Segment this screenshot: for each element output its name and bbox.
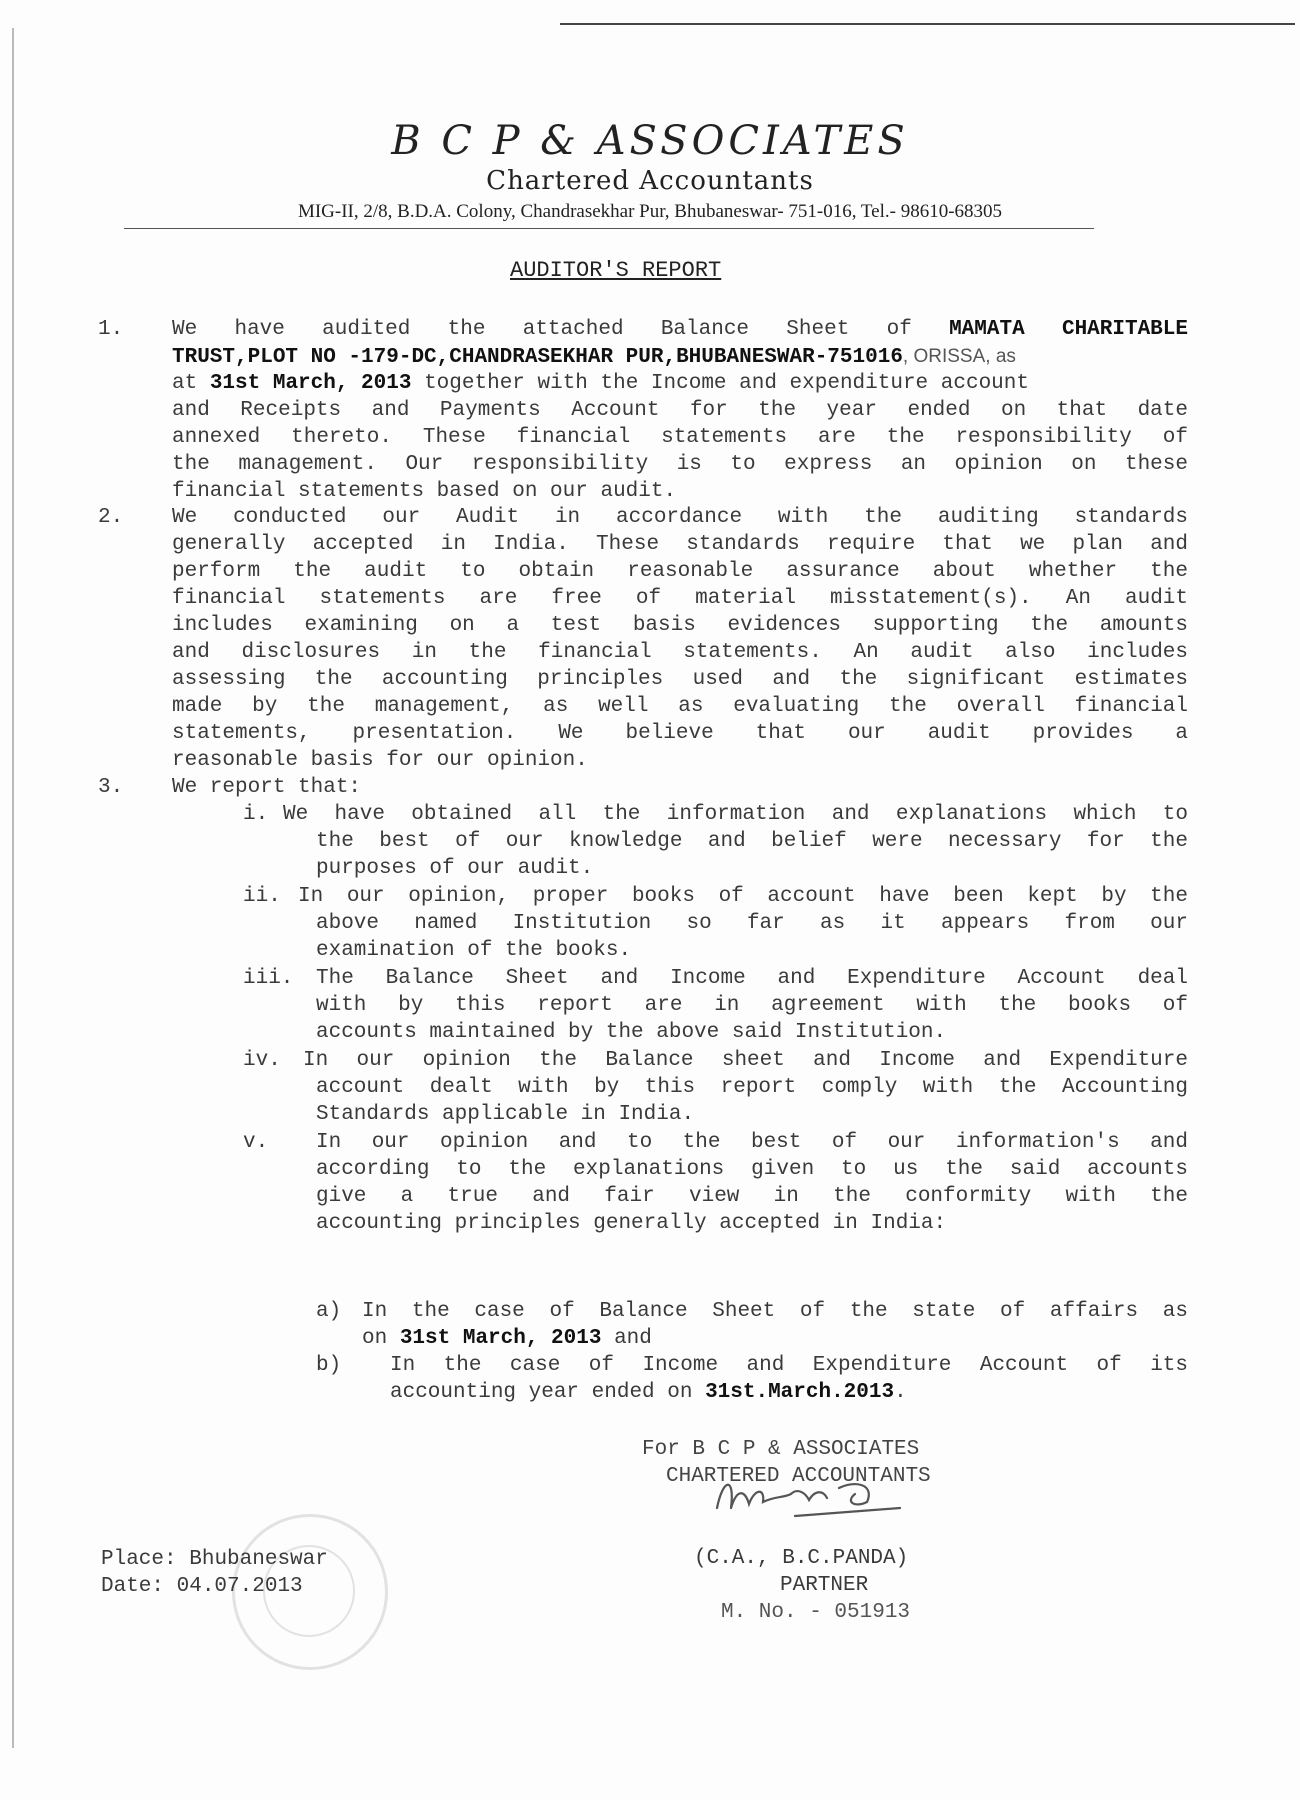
sub-line [390,1379,907,1406]
para1-line-3 [172,370,1029,397]
item-line: account dealt with by this report comply with the Accounting [316,1076,1188,1099]
para-number: 2. [98,506,124,529]
date-value: 04.07.2013 [176,1575,303,1598]
item-label: iv. [243,1049,281,1072]
item-line: purposes of our audit. [316,857,594,880]
item-label: iii. [243,967,294,990]
sub-text: . [894,1381,907,1404]
para1-line-7: financial statements based on our audit. [172,480,677,503]
item-label: v. [243,1131,269,1154]
firm-type: Chartered Accountants [486,166,814,196]
para2-line: generally accepted in India. These standards require that we plan and [172,533,1188,556]
period-date: 31st March, 2013 [399,1327,602,1350]
sub-text: and [614,1327,652,1350]
entity-address: TRUST,PLOT NO -179-DC,CHANDRASEKHAR PUR,BHUBANESWAR-751016 [172,346,903,369]
item-line: accounting principles generally accepted in India: [316,1212,947,1235]
period-date: 31st March, 2013 [209,372,412,395]
item-line: In our opinion and to the best of our information's and [316,1131,1188,1154]
item-label: ii. [243,885,281,908]
signature [705,1468,915,1528]
report-title: AUDITOR'S REPORT [510,258,722,283]
para1-line-5: annexed thereto. These financial statements are the responsibility of [172,426,1188,449]
para2-line: reasonable basis for our opinion. [172,749,588,772]
para1-line-4: and Receipts and Payments Account for the year ended on that date [172,399,1188,422]
sub-text: on [362,1327,388,1350]
item-line: In our opinion the Balance sheet and Income and Expenditure [303,1049,1188,1072]
firm-designation: CHARTERED ACCOUNTANTS [666,1465,931,1488]
address-rule [124,228,1094,229]
para1-text: together with the Income and expenditure account [424,372,1029,395]
para3-intro: We report that: [172,776,362,799]
item-line: In our opinion, proper books of account have been kept by the [298,885,1188,908]
left-margin-rule [12,28,14,1748]
item-line: accounts maintained by the above said Institution. [316,1021,947,1044]
para1-line-6: the management. Our responsibility is to express an opinion on these [172,453,1188,476]
period-date: 31st.March.2013 [705,1381,895,1404]
para2-line: includes examining on a test basis evidences supporting the amounts [172,614,1188,637]
sub-line [362,1325,652,1352]
entity-name: MAMATA CHARITABLE [949,318,1188,341]
entity-state: , ORISSA, as [902,346,1016,367]
para1-line-2 [172,343,1016,371]
item-line: Standards applicable in India. [316,1103,695,1126]
sub-label: b) [316,1354,342,1377]
item-line: according to the explanations given to us the said accounts [316,1158,1188,1181]
sub-line: In the case of Balance Sheet of the state of affairs as [362,1300,1188,1323]
for-firm: For B C P & ASSOCIATES [642,1438,920,1461]
para1-line-1 [172,316,1188,343]
item-line: The Balance Sheet and Income and Expenditure Account deal [316,967,1188,990]
place-value: Bhubaneswar [189,1548,328,1571]
item-line: examination of the books. [316,939,632,962]
para2-line: financial statements are free of material misstatement(s). An audit [172,587,1188,610]
top-rule [560,23,1295,25]
para2-line: and disclosures in the financial statements. An audit also includes [172,641,1188,664]
item-label: i. [243,803,269,826]
item-line: above named Institution so far as it appears from our [316,912,1188,935]
para2-line: statements, presentation. We believe that our audit provides a [172,722,1188,745]
item-line: the best of our knowledge and belief were necessary for the [316,830,1188,853]
sub-text: accounting year ended on [390,1381,693,1404]
para-number: 1. [98,318,124,341]
para1-text: at [172,372,198,395]
place-label: Place: [101,1548,177,1571]
para1-text: We have audited the attached Balance Sheet of [172,318,912,341]
item-line: We have obtained all the information and explanations which to [283,803,1188,826]
sub-label: a) [316,1300,342,1323]
membership-number: M. No. - 051913 [721,1601,911,1624]
para2-line: assessing the accounting principles used and the significant estimates [172,668,1188,691]
firm-name: B C P & ASSOCIATES [391,118,909,164]
signatory-role: PARTNER [780,1574,869,1597]
firm-address: MIG-II, 2/8, B.D.A. Colony, Chandrasekhar Pur, Bhubaneswar- 751-016, Tel.- 98610-68305 [297,201,1003,222]
signatory-name: (C.A., B.C.PANDA) [694,1547,909,1570]
date-line [101,1573,303,1600]
item-line: give a true and fair view in the conformity with the [316,1185,1188,1208]
place-line [101,1546,328,1573]
para2-line: perform the audit to obtain reasonable assurance about whether the [172,560,1188,583]
item-line: with by this report are in agreement with the books of [316,994,1188,1017]
para2-line: We conducted our Audit in accordance with the auditing standards [172,506,1188,529]
para2-line: made by the management, as well as evaluating the overall financial [172,695,1188,718]
date-label: Date: [101,1575,165,1598]
para-number: 3. [98,776,124,799]
sub-line: In the case of Income and Expenditure Account of its [390,1354,1188,1377]
